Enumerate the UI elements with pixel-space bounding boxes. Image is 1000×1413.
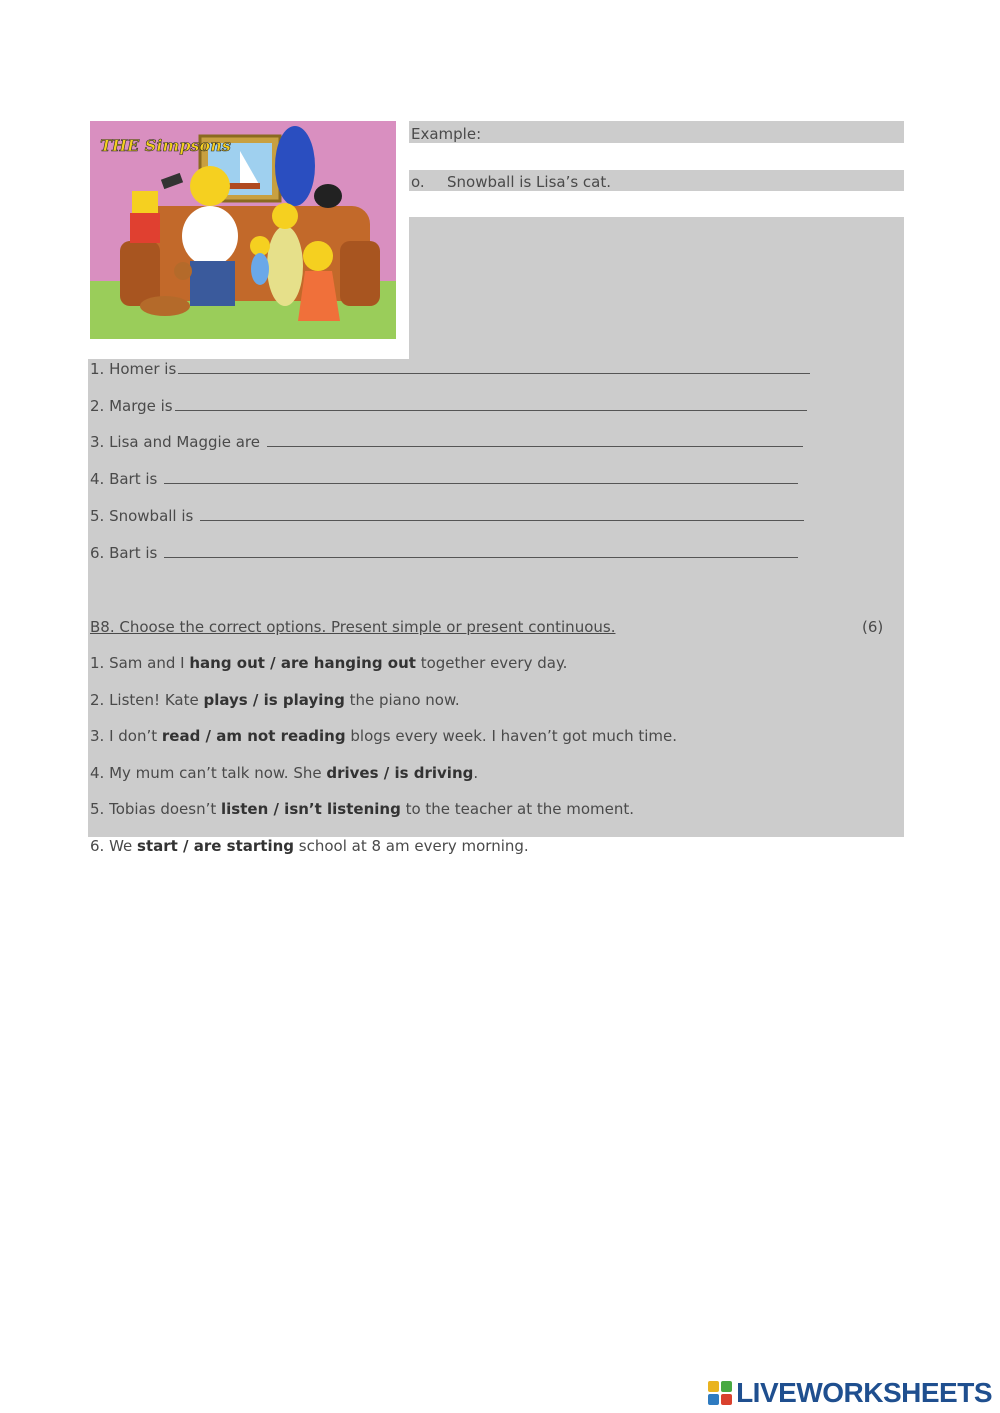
answer-blank[interactable]: [164, 543, 798, 558]
question-text: 4. Bart is: [90, 470, 163, 488]
choice-text: 3. I don’t: [90, 727, 162, 745]
answer-blank[interactable]: [164, 469, 798, 484]
question-text: 5. Snowball is: [90, 507, 199, 525]
example-item-text: Snowball is Lisa’s cat.: [447, 173, 612, 191]
answer-area-top: [409, 217, 904, 360]
choice-text: to the teacher at the moment.: [400, 800, 635, 818]
choice-item: [90, 799, 634, 819]
example-label-bar: [409, 121, 904, 143]
choice-item: [90, 653, 567, 673]
choice-options[interactable]: plays / is playing: [203, 691, 345, 709]
liveworksheets-brand-text: LIVEWORKSHEETS: [736, 1377, 992, 1408]
choice-options[interactable]: hang out / are hanging out: [189, 654, 416, 672]
example-item-number: o.: [411, 173, 425, 191]
choice-item: [90, 726, 677, 746]
choice-item: [90, 763, 478, 783]
question-text: 6. Bart is: [90, 544, 163, 562]
answer-blank[interactable]: [200, 506, 804, 521]
question-line: [90, 543, 798, 563]
choice-options[interactable]: start / are starting: [137, 837, 295, 855]
choice-text: .: [473, 764, 479, 782]
question-line: [90, 396, 807, 416]
example-label: Example:: [411, 125, 482, 143]
question-text: 2. Marge is: [90, 397, 173, 415]
choice-text: together every day.: [415, 654, 568, 672]
question-line: [90, 359, 810, 379]
choice-item: [90, 690, 460, 710]
answer-blank[interactable]: [175, 396, 807, 411]
choice-text: school at 8 am every morning.: [294, 837, 529, 855]
section-b-points: (6): [862, 618, 884, 636]
choice-options[interactable]: listen / isn’t listening: [221, 800, 401, 818]
question-line: [90, 506, 804, 526]
question-text: 3. Lisa and Maggie are: [90, 433, 265, 451]
choice-item: [90, 836, 529, 856]
answer-blank[interactable]: [267, 432, 803, 447]
choice-text: the piano now.: [344, 691, 460, 709]
liveworksheets-logo[interactable]: [708, 1379, 992, 1407]
question-line: [90, 469, 798, 489]
choice-text: 1. Sam and I: [90, 654, 190, 672]
liveworksheets-grid-icon: [708, 1381, 732, 1405]
simpsons-family-picture: [90, 121, 396, 339]
choice-text: blogs every week. I haven’t got much time.: [345, 727, 678, 745]
question-text: 1. Homer is: [90, 360, 177, 378]
choice-text: 2. Listen! Kate: [90, 691, 204, 709]
choice-text: 4. My mum can’t talk now. She: [90, 764, 327, 782]
choice-options[interactable]: drives / is driving: [326, 764, 474, 782]
choice-options[interactable]: read / am not reading: [161, 727, 346, 745]
answer-blank[interactable]: [178, 359, 810, 374]
choice-text: 5. Tobias doesn’t: [90, 800, 222, 818]
simpsons-logo: THE Simpsons: [100, 136, 231, 155]
choice-text: 6. We: [90, 837, 138, 855]
question-line: [90, 432, 803, 452]
section-b-title: B8. Choose the correct options. Present simple or present continuous.: [90, 618, 616, 636]
